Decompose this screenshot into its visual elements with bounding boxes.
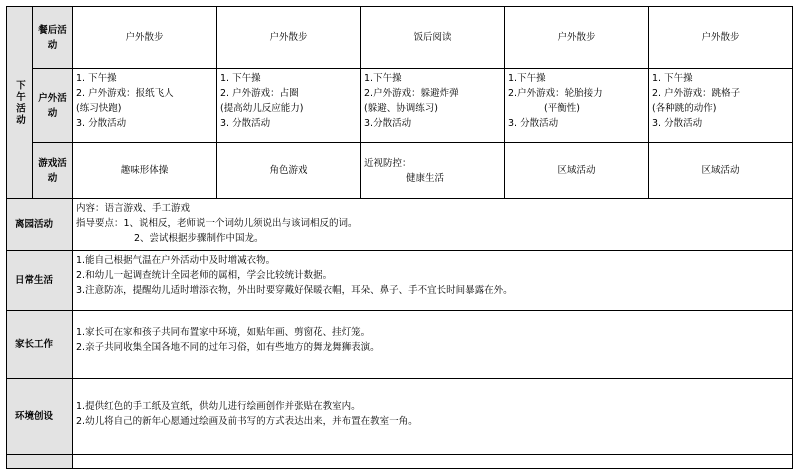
outdoor-line: 1.下午操: [364, 73, 402, 84]
environment-row: [7, 379, 793, 455]
outdoor-line: 2. 户外游戏：占圈: [220, 88, 299, 99]
afternoon-section-label: [7, 7, 33, 199]
outdoor-line: 3.分散活动: [364, 118, 412, 129]
games-row: [7, 143, 793, 199]
outdoor-cell: [361, 69, 505, 143]
parents-row: [7, 311, 793, 379]
outdoor-line: 2.户外游戏：轮胎接力: [508, 88, 603, 99]
outdoor-cell: [217, 69, 361, 143]
leave-content: [73, 199, 793, 251]
outdoor-line: (躲避、协调练习): [364, 103, 438, 114]
games-label-text: 游戏活动: [38, 157, 67, 184]
games-cell-myopia: [361, 143, 505, 199]
parents-label: 家长工作: [7, 311, 73, 379]
leave-row: [7, 199, 793, 251]
outdoor-line: 1. 下午操: [76, 73, 117, 84]
after-meal-row: [7, 7, 793, 69]
after-meal-cell: 户外散步: [649, 7, 793, 69]
leave-label: 离园活动: [7, 199, 73, 251]
leave-line: 2、尝试根据步骤制作中国龙。: [134, 233, 264, 244]
outdoor-line: 1.下午操: [508, 73, 546, 84]
trailing-label: [7, 455, 73, 469]
schedule-table: [6, 6, 793, 469]
outdoor-line: 1. 下午操: [652, 73, 693, 84]
daily-line: 1.能自己根据气温在户外活动中及时增减衣物。: [76, 255, 276, 266]
after-meal-cell: 户外散步: [73, 7, 217, 69]
outdoor-line: (提高幼儿反应能力): [220, 103, 304, 114]
outdoor-line: (平衡性): [544, 103, 580, 114]
outdoor-line: 2. 户外游戏：报纸飞人: [76, 88, 174, 99]
parents-content: [73, 311, 793, 379]
after-meal-cell: 户外散步: [505, 7, 649, 69]
outdoor-cell: [649, 69, 793, 143]
outdoor-cell: [505, 69, 649, 143]
daily-row: [7, 251, 793, 311]
outdoor-label-text: 户外活动: [38, 92, 67, 119]
games-cell: 趣味形体操: [73, 143, 217, 199]
after-meal-label: [33, 7, 73, 69]
outdoor-line: 2.户外游戏：躲避炸弹: [364, 88, 459, 99]
environment-line: 1.提供红色的手工纸及宣纸，供幼儿进行绘画创作并张贴在教室内。: [76, 401, 361, 412]
outdoor-row: [7, 69, 793, 143]
after-meal-label-text: 餐后活动: [38, 24, 67, 51]
games-cell: 角色游戏: [217, 143, 361, 199]
daily-content: [73, 251, 793, 311]
daily-line: 3.注意防冻，提醒幼儿适时增添衣物，外出时要穿戴好保暖衣帽，耳朵、鼻子、手不宜长时间暴露在外。: [76, 285, 513, 296]
environment-content: [73, 379, 793, 455]
games-label: [33, 143, 73, 199]
myopia-subtitle: 健康生活: [406, 172, 445, 184]
parents-line: 1.家长可在家和孩子共同布置家中环境，如贴年画、剪窗花、挂灯笼。: [76, 327, 371, 338]
trailing-content: [73, 455, 793, 469]
outdoor-line: 3. 分散活动: [508, 118, 559, 129]
afternoon-label: 下午活动: [14, 79, 25, 126]
after-meal-cell: 饭后阅读: [361, 7, 505, 69]
outdoor-line: (各种跳的动作): [652, 103, 717, 114]
trailing-row: [7, 455, 793, 469]
myopia-title: 近视防控：: [364, 157, 412, 169]
outdoor-line: 3. 分散活动: [220, 118, 271, 129]
environment-label: 环境创设: [7, 379, 73, 455]
outdoor-line: (练习快跑): [76, 103, 122, 114]
games-cell: 区域活动: [649, 143, 793, 199]
outdoor-cell: [73, 69, 217, 143]
outdoor-line: 3. 分散活动: [76, 118, 127, 129]
outdoor-label: [33, 69, 73, 143]
daily-line: 2.和幼儿一起调查统计全园老师的属相，学会比较统计数据。: [76, 270, 333, 281]
games-cell: 区域活动: [505, 143, 649, 199]
leave-line: 指导要点：1、说相反，老师说一个词幼儿须说出与该词相反的词。: [76, 218, 358, 229]
outdoor-line: 3. 分散活动: [652, 118, 703, 129]
leave-line: 内容：语言游戏、手工游戏: [76, 203, 191, 214]
environment-line: 2.幼儿将自己的新年心愿通过绘画及前书写的方式表达出来，并布置在教室一角。: [76, 416, 418, 427]
after-meal-cell: 户外散步: [217, 7, 361, 69]
parents-line: 2.亲子共同收集全国各地不同的过年习俗，如有些地方的舞龙舞狮表演。: [76, 342, 380, 353]
outdoor-line: 2. 户外游戏：跳格子: [652, 88, 741, 99]
outdoor-line: 1. 下午操: [220, 73, 261, 84]
daily-label: 日常生活: [7, 251, 73, 311]
